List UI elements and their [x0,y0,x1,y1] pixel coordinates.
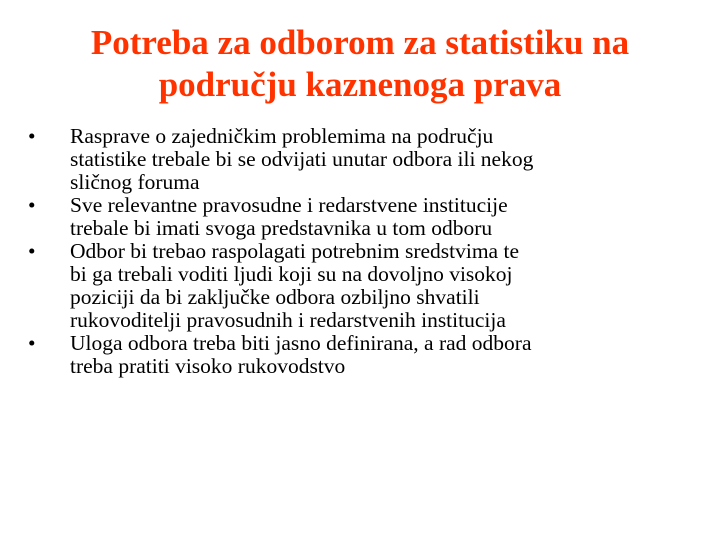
bullet-icon: • [28,331,36,355]
bullet-item-2 [28,194,688,240]
bullet-item-4 [28,332,688,378]
bullet-3-line-3: poziciji da bi zaključke odbora ozbiljno shvatili [70,285,480,309]
slide-title-line-1: Potreba za odborom za statistiku na [90,23,630,62]
bullet-2-line-2: trebale bi imati svoga predstavnika u tom odboru [70,216,493,240]
bullet-list [28,125,688,378]
bullet-1-line-3: sličnog foruma [70,170,200,194]
bullet-3-line-4: rukovoditelji pravosudnih i redarstvenih institucija [70,308,506,332]
bullet-3-line-1: Odbor bi trebao raspolagati potrebnim sredstvima te [70,239,519,263]
bullet-4-line-1: Uloga odbora treba biti jasno definirana, a rad odbora [70,331,532,355]
bullet-4-line-2: treba pratiti visoko rukovodstvo [70,354,346,378]
slide-title [20,22,700,106]
bullet-icon: • [28,124,36,148]
bullet-2-line-1: Sve relevantne pravosudne i redarstvene institucije [70,193,508,217]
bullet-3-line-2: bi ga trebali voditi ljudi koji su na dovoljno visokoj [70,262,513,286]
bullet-1-line-2: statistike trebale bi se odvijati unutar odbora ili nekog [70,147,534,171]
bullet-item-1 [28,125,688,194]
bullet-icon: • [28,239,36,263]
bullet-item-3 [28,240,688,332]
slide-title-line-2: području kaznenoga prava [158,65,562,104]
bullet-1-line-1: Rasprave o zajedničkim problemima na području [70,124,494,148]
bullet-icon: • [28,193,36,217]
